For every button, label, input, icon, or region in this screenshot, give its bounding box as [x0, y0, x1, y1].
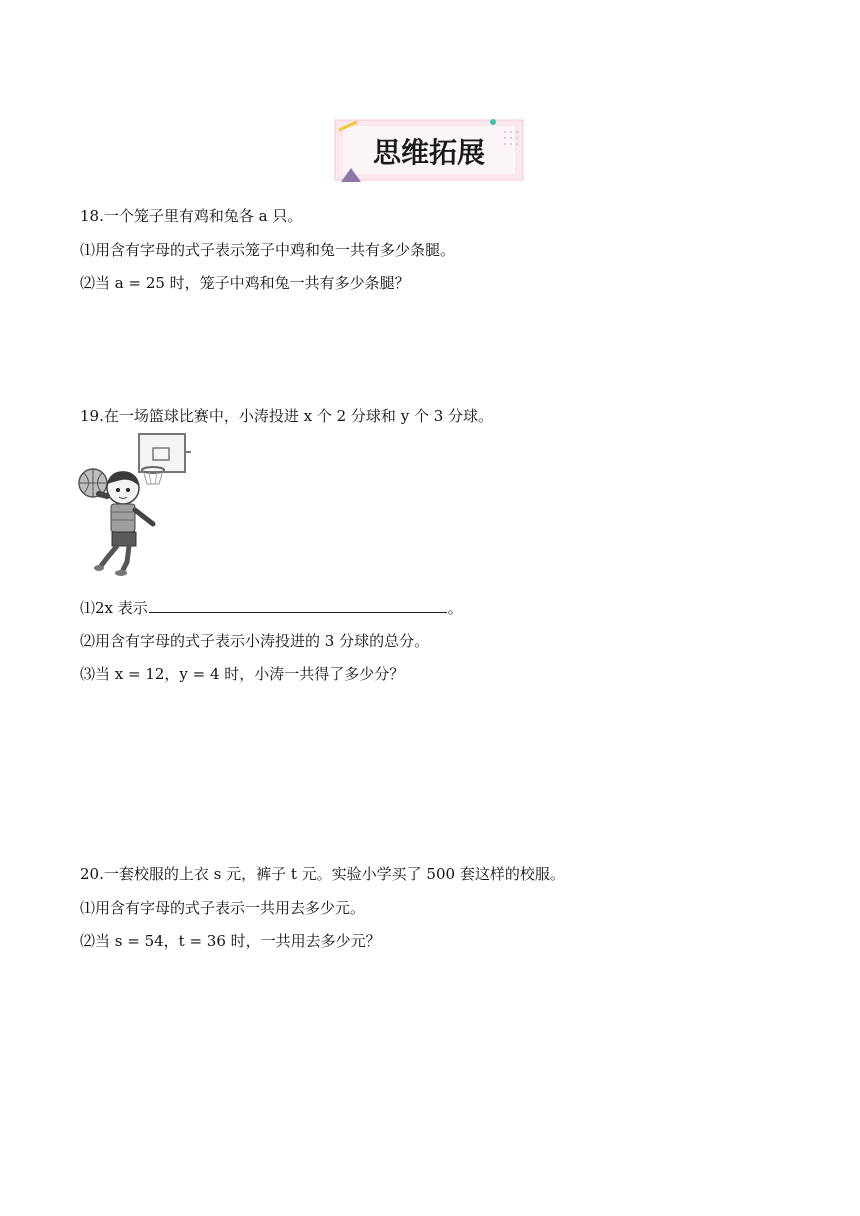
q19-part2: ⑵用含有字母的式子表示小涛投进的 3 分球的总分。: [80, 632, 430, 650]
q19-part1-suffix: 。: [447, 599, 463, 617]
section-banner: [333, 116, 525, 184]
player-shirt: [111, 504, 135, 532]
answer-blank[interactable]: [149, 598, 447, 613]
banner-title: 思维拓展: [372, 136, 486, 169]
q18-part1: ⑴用含有字母的式子表示笼子中鸡和兔一共有多少条腿。: [80, 241, 456, 259]
backboard: [139, 434, 185, 472]
q18-part2: ⑵当 a = 25 时，笼子中鸡和兔一共有多少条腿？: [80, 274, 410, 292]
q19-part1: [80, 598, 463, 618]
q19-part1-prefix: ⑴2x 表示: [80, 599, 148, 617]
q18-stem: 18.一个笼子里有鸡和兔各 a 只。: [80, 207, 303, 225]
teal-dot-decoration: [490, 119, 496, 125]
q20-stem: 20.一套校服的上衣 s 元，裤子 t 元。实验小学买了 500 套这样的校服。: [80, 865, 565, 883]
q19-stem: 19.在一场篮球比赛中，小涛投进 x 个 2 分球和 y 个 3 分球。: [80, 407, 494, 425]
basketball-player-illustration: [77, 432, 193, 580]
q20-part1: ⑴用含有字母的式子表示一共用去多少元。: [80, 899, 366, 917]
q20-part2: ⑵当 s = 54，t = 36 时，一共用去多少元？: [80, 932, 381, 950]
q19-part3: ⑶当 x = 12，y = 4 时，小涛一共得了多少分？: [80, 665, 405, 683]
player-shorts: [112, 532, 136, 546]
